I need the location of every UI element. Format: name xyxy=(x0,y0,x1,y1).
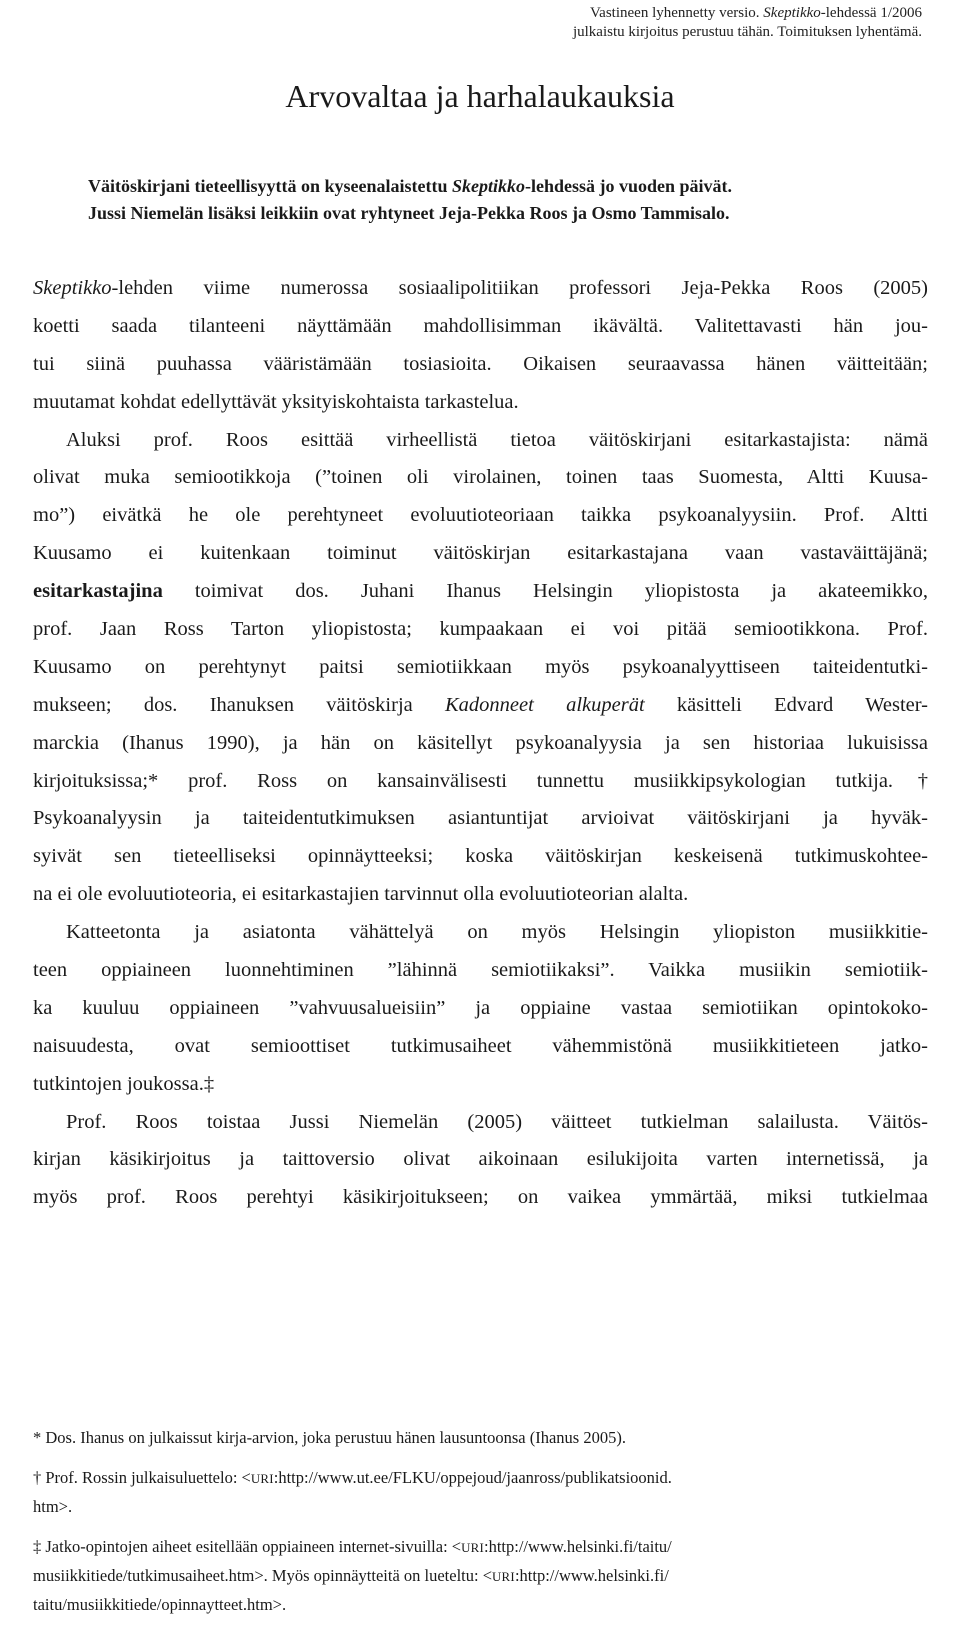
article-body xyxy=(33,270,928,1217)
footnote-1 xyxy=(33,1424,928,1451)
body-text: toimivat dos. Juhani Ihanus Helsingin yliopistosta ja akateemikko, xyxy=(162,580,928,603)
body-line: ka kuuluu oppiaineen ”vahvuusalueisiin” ja oppiaine vastaa semiotiikan opintokoko- xyxy=(33,996,928,1019)
editorial-note xyxy=(573,4,922,42)
editorial-note-line-1 xyxy=(573,4,922,23)
footnote-line: htm>. xyxy=(33,1497,73,1516)
lead-text: Väitöskirjani tieteellisyyttä on kyseenalaistettu xyxy=(88,176,452,196)
footnote-line xyxy=(33,1464,928,1493)
body-line: olivat muka semiootikkoja (”toinen oli virolainen, toinen taas Suomesta, Altti Kuusa- xyxy=(33,466,928,489)
uri-label: URI xyxy=(461,1541,485,1555)
footnote-line xyxy=(33,1562,928,1591)
article-title: Arvovaltaa ja harhalaukauksia xyxy=(285,78,675,114)
lead-line-1 xyxy=(88,173,948,200)
footnote-text: † Prof. Rossin julkaisuluettelo: < xyxy=(33,1468,251,1487)
footnote-line xyxy=(33,1533,928,1562)
body-line: tutkintojen joukossa.‡ xyxy=(33,1072,215,1095)
body-line: koetti saada tilanteeni näyttämään mahdollisimman ikävältä. Valitettavasti hän jou- xyxy=(33,314,928,337)
footnote-2 xyxy=(33,1464,928,1520)
footnote-text: musiikkitiede/tutkimusaiheet.htm>. Myös opinnäytteitä on lueteltu: < xyxy=(33,1566,493,1585)
footnote-link-text: :http://www.helsinki.fi/ xyxy=(514,1566,669,1585)
footnote-text: ‡ Jatko-opintojen aiheet esitellään oppiaineen internet-sivuilla: < xyxy=(33,1537,462,1556)
body-text: -lehden viime numerossa sosiaalipolitiikan professori Jeja-Pekka Roos (2005) xyxy=(111,277,928,299)
uri-label: URI xyxy=(250,1472,274,1486)
body-line: Aluksi prof. Roos esittää virheellistä tietoa väitöskirjani esitarkastajista: nämä xyxy=(66,428,928,451)
body-line xyxy=(33,687,928,725)
body-line: Psykoanalyysin ja taiteidentutkimuksen asiantuntijat arvioivat väitöskirjani ja hyväk- xyxy=(33,807,928,830)
body-line: tui siinä puuhassa vääristämään tosiasioita. Oikaisen seuraavassa hänen väitteitään; xyxy=(33,352,928,375)
article-lead xyxy=(88,173,948,227)
footnote-line: taitu/musiikkitiede/opinnaytteet.htm>. xyxy=(33,1595,287,1614)
bold-term: esitarkastajina xyxy=(33,580,163,603)
body-text: käsitteli Edvard Wester- xyxy=(644,693,928,716)
magazine-name: Skeptikko xyxy=(763,5,821,21)
note-text: -lehdessä 1/2006 xyxy=(820,5,922,21)
body-line: myös prof. Roos perehtyi käsikirjoitukseen; on vaikea ymmärtää, miksi tutkielmaa xyxy=(33,1186,928,1209)
body-line: na ei ole evoluutioteoria, ei esitarkastajien tarvinnut olla evoluutioteorian alalta. xyxy=(33,883,689,906)
footnotes xyxy=(33,1424,928,1631)
body-line: marckia (Ihanus 1990), ja hän on käsitellyt psykoanalyysia ja sen historiaa lukuisissa xyxy=(33,731,928,754)
footnote-text: * Dos. Ihanus on julkaissut kirja-arvion, joka perustuu hänen lausuntoonsa (Ihanus 2005). xyxy=(33,1428,626,1447)
magazine-name: Skeptikko xyxy=(451,176,525,196)
body-line xyxy=(33,270,928,308)
body-line: Kuusamo ei kuitenkaan toiminut väitöskirjan esitarkastajana vaan vastaväittäjänä; xyxy=(33,542,928,565)
body-line: naisuudesta, ovat semioottiset tutkimusaiheet vähemmistönä musiikkitieteen jatko- xyxy=(33,1034,928,1057)
uri-label: URI xyxy=(492,1570,515,1584)
lead-text: -lehdessä jo vuoden päivät. xyxy=(524,176,733,196)
lead-line-2: Jussi Niemelän lisäksi leikkiin ovat ryhtyneet Jeja-Pekka Roos ja Osmo Tammisalo. xyxy=(88,203,730,223)
body-line: kirjoituksissa;* prof. Ross on kansainvälisesti tunnettu musiikkipsykologian tutkija.† xyxy=(33,769,928,792)
book-title: Kadonneet alkuperät xyxy=(445,693,645,716)
body-line: syivät sen tieteelliseksi opinnäytteeksi; koska väitöskirjan keskeisenä tutkimuskohtee- xyxy=(33,845,928,868)
body-line xyxy=(33,573,928,611)
body-line: mo”) eivätkä he ole perehtyneet evoluutioteoriaan taikka psykoanalyysiin. Prof. Altti xyxy=(33,504,928,527)
body-line: Katteetonta ja asiatonta vähättelyä on myös Helsingin yliopiston musiikkitie- xyxy=(66,921,928,944)
body-line: teen oppiaineen luonnehtiminen ”lähinnä semiotiikaksi”. Vaikka musiikin semiotiik- xyxy=(33,959,928,982)
body-line: Prof. Roos toistaa Jussi Niemelän (2005) väitteet tutkielman salailusta. Väitös- xyxy=(66,1110,928,1133)
footnote-3 xyxy=(33,1533,928,1618)
magazine-name: Skeptikko xyxy=(33,277,112,299)
body-line: Kuusamo on perehtynyt paitsi semiotiikkaan myös psykoanalyyttiseen taiteidentutki- xyxy=(33,655,928,678)
body-line: muutamat kohdat edellyttävät yksityiskohtaista tarkastelua. xyxy=(33,390,519,413)
footnote-link-text: :http://www.helsinki.fi/taitu/ xyxy=(484,1537,672,1556)
body-line: prof. Jaan Ross Tarton yliopistosta; kumpaakaan ei voi pitää semiootikkona. Prof. xyxy=(33,618,928,641)
body-text: mukseen; dos. Ihanuksen väitöskirja xyxy=(33,693,445,716)
note-text: Vastineen lyhennetty versio. xyxy=(590,5,764,21)
body-line: kirjan käsikirjoitus ja taittoversio olivat aikoinaan esilukijoita varten internetissä, ja xyxy=(33,1148,928,1171)
footnote-link-text: :http://www.ut.ee/FLKU/oppejoud/jaanross/publikatsioonid. xyxy=(273,1468,672,1487)
editorial-note-line-2: julkaistu kirjoitus perustuu tähän. Toimituksen lyhentämä. xyxy=(572,24,922,40)
